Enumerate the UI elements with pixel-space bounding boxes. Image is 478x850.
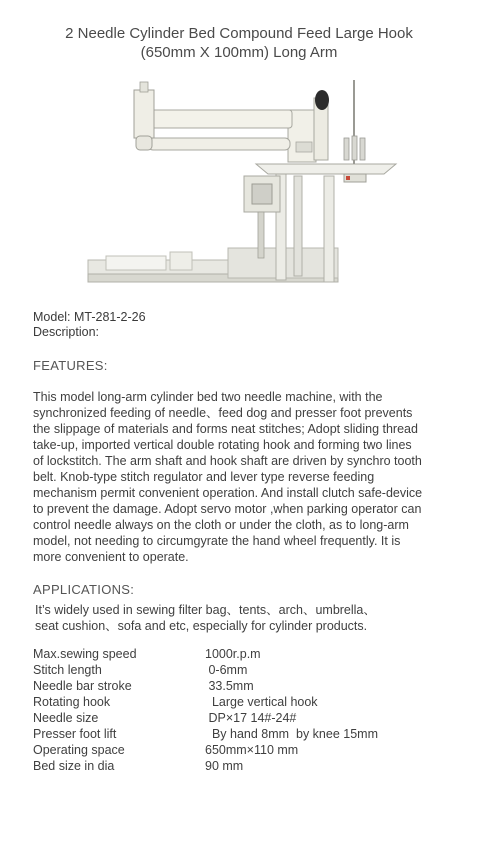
applications-line: It’s widely used in sewing filter bag、tents、arch、umbrella、 [35, 603, 376, 617]
spec-value: 1000r.p.m [205, 647, 261, 661]
spec-value: Large vertical hook [205, 695, 318, 709]
spec-label: Bed size in dia [33, 759, 115, 773]
spec-label: Operating space [33, 743, 125, 757]
features-line: synchronized feeding of needle、feed dog and presser foot prevents [33, 406, 413, 420]
spec-value: 650mm×110 mm [205, 743, 299, 757]
features-line: model, not needing to circumgyrate the hand wheel frequently. It is [33, 534, 401, 548]
spec-label: Stitch length [33, 663, 102, 677]
spec-value: 33.5mm [205, 679, 254, 693]
spec-label: Needle size [33, 711, 99, 725]
features-line: This model long-arm cylinder bed two needle machine, with the [33, 390, 383, 404]
spec-label: Rotating hook [33, 695, 111, 709]
spec-label: Needle bar stroke [33, 679, 132, 693]
product-title-line-1: 2 Needle Cylinder Bed Compound Feed Large Hook [65, 25, 413, 42]
features-paragraph [33, 389, 453, 565]
spec-value: 90 mm [205, 759, 244, 773]
features-line: control needle always on the cloth or under the cloth, as to long-arm [33, 518, 409, 532]
applications-line: seat cushion、sofa and etc, especially for cylinder products. [35, 619, 368, 633]
product-title [0, 24, 478, 62]
features-heading: FEATURES: [33, 358, 108, 373]
spec-label: Max.sewing speed [33, 647, 137, 661]
model-number: Model: MT-281-2-26 [33, 310, 146, 324]
description-label: Description: [33, 325, 99, 339]
spec-value: By hand 8mm by knee 15mm [205, 727, 378, 741]
features-line: of lockstitch. The arm shaft and hook shaft are driven by synchro tooth [33, 454, 422, 468]
features-line: to prevent the damage. Adopt servo motor ,when parking operator can [33, 502, 422, 516]
features-line: the slippage of materials and forms neat stitches; Adopt sliding thread [33, 422, 418, 436]
sewing-machine-image [78, 80, 408, 300]
product-title-line-2: (650mm X 100mm) Long Arm [140, 44, 338, 61]
features-line: more convenient to operate. [33, 550, 189, 564]
features-line: belt. Knob-type stitch regulator and lever type reverse feeding [33, 470, 375, 484]
applications-paragraph [35, 602, 376, 634]
applications-heading: APPLICATIONS: [33, 582, 135, 597]
spec-value: DP×17 14#-24# [205, 711, 297, 725]
features-line: mechanism permit convenient operation. And install clutch safe-device [33, 486, 423, 500]
spec-label: Presser foot lift [33, 727, 117, 741]
product-meta [33, 310, 146, 340]
spec-value: 0-6mm [205, 663, 248, 677]
features-line: take-up, imported vertical double rotating hook and forming two lines [33, 438, 412, 452]
